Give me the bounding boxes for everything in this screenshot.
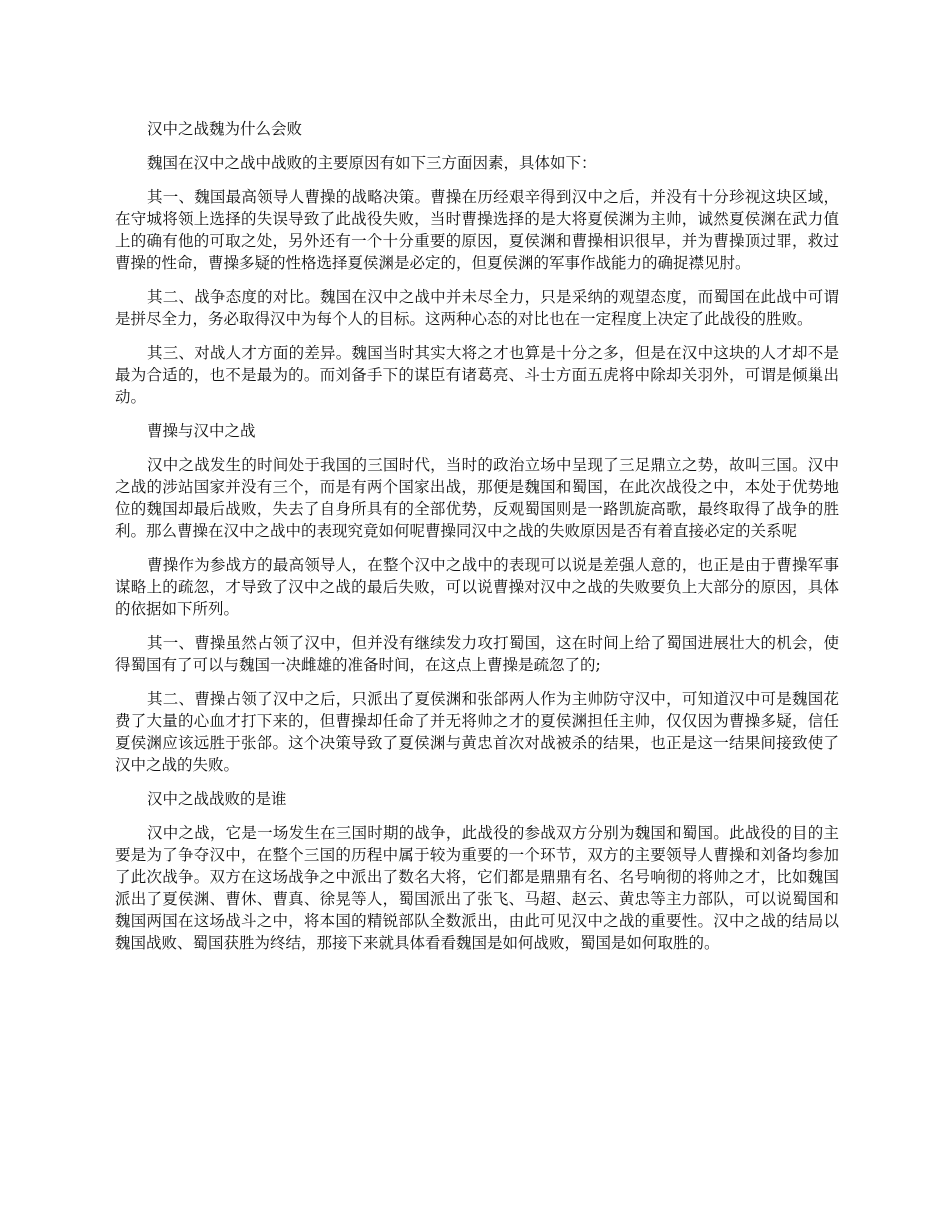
paragraph: 汉中之战发生的时间处于我国的三国时代，当时的政治立场中呈现了三足鼎立之势，故叫三国。汉中之战的涉站国家并没有三个，而是有两个国家出战，那便是魏国和蜀国，在此次战役之中，本处于优势地位的魏国却最后战败，失去了自身所具有的全部优势，反观蜀国则是一路凯旋高歌，最终取得了战争的胜利。那么曹操在汉中之战中的表现究竟如何呢曹操同汉中之战的失败原因是否有着直接必定的关系呢 [115,456,839,540]
paragraph: 其二、曹操占领了汉中之后，只派出了夏侯渊和张郃两人作为主帅防守汉中，可知道汉中可是魏国花费了大量的心血才打下来的，但曹操却任命了并无将帅之才的夏侯渊担任主帅，仅仅因为曹操多疑，信任夏侯渊应该远胜于张郃。这个决策导致了夏侯渊与黄忠首次对战被杀的结果，也正是这一结果间接致使了汉中之战的失败。 [115,690,839,774]
paragraph: 其一、魏国最高领导人曹操的战略决策。曹操在历经艰辛得到汉中之后，并没有十分珍视这块区域，在守城将领上选择的失误导致了此战役失败，当时曹操选择的是大将夏侯渊为主帅，诚然夏侯渊在武力值上的确有他的可取之处，另外还有一个十分重要的原因，夏侯渊和曹操相识很早，并为曹操顶过罪，救过曹操的性命，曹操多疑的性格选择夏侯渊是必定的，但夏侯渊的军事作战能力的确捉襟见肘。 [115,188,839,272]
paragraph: 其二、战争态度的对比。魏国在汉中之战中并未尽全力，只是采纳的观望态度，而蜀国在此战中可谓是拼尽全力，务必取得汉中为每个人的目标。这两种心态的对比也在一定程度上决定了此战役的胜败。 [115,288,839,328]
document-body [115,118,839,966]
section-heading: 汉中之战战败的是谁 [147,790,287,808]
section-heading: 汉中之战魏为什么会败 [147,120,303,138]
paragraph: 其三、对战人才方面的差异。魏国当时其实大将之才也算是十分之多，但是在汉中这块的人才却不是最为合适的，也不是最为的。而刘备手下的谋臣有诸葛亮、斗士方面五虎将中除却关羽外，可谓是倾巢出动。 [115,344,839,406]
paragraph: 曹操作为参战方的最高领导人，在整个汉中之战中的表现可以说是差强人意的，也正是由于曹操军事谋略上的疏忽，才导致了汉中之战的最后失败，可以说曹操对汉中之战的失败要负上大部分的原因，具体的依据如下所列。 [115,556,839,618]
paragraph: 魏国在汉中之战中战败的主要原因有如下三方面因素，具体如下： [147,154,597,172]
paragraph: 汉中之战，它是一场发生在三国时期的战争，此战役的参战双方分别为魏国和蜀国。此战役的目的主要是为了争夺汉中，在整个三国的历程中属于较为重要的一个环节，双方的主要领导人曹操和刘备均参加了此次战争。双方在这场战争之中派出了数名大将，它们都是鼎鼎有名、名号响彻的将帅之才，比如魏国派出了夏侯渊、曹休、曹真、徐晃等人，蜀国派出了张飞、马超、赵云、黄忠等主力部队，可以说蜀国和魏国两国在这场战斗之中，将本国的精锐部队全数派出，由此可见汉中之战的重要性。汉中之战的结局以魏国战败、蜀国获胜为终结，那接下来就具体看看魏国是如何战败，蜀国是如何取胜的。 [115,824,839,952]
paragraph: 其一、曹操虽然占领了汉中，但并没有继续发力攻打蜀国，这在时间上给了蜀国进展壮大的机会，使得蜀国有了可以与魏国一决雌雄的准备时间，在这点上曹操是疏忽了的; [115,634,839,674]
section-heading: 曹操与汉中之战 [147,422,256,440]
